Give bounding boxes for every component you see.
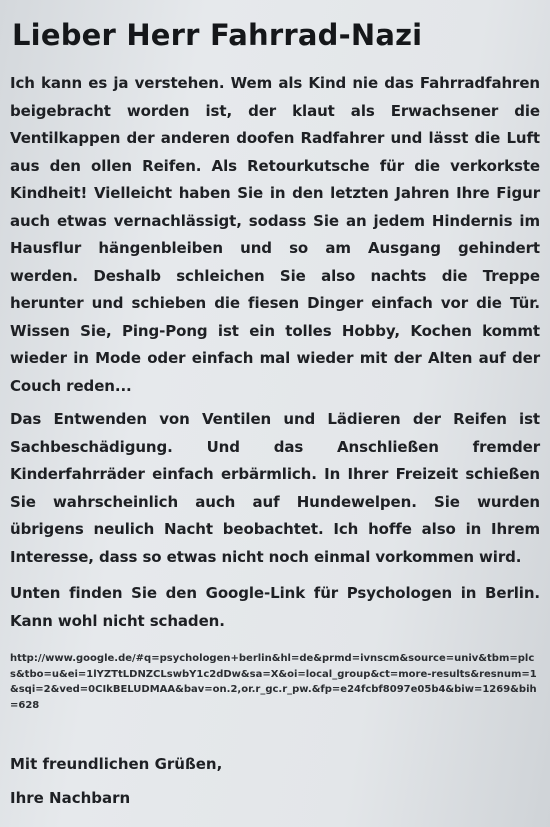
paragraph-complaint: Ich kann es ja verstehen. Wem als Kind nie das Fahrradfahren beigebracht worden ist, der klaut als Erwachsener die Ventilkappen der anderen doofen Radfahrer und lässt die Luft aus den ollen Reifen. Als Retourkutsche für die verkorkste Kindheit! Vielleicht haben Sie in den letzten Jahren Ihre Figur auch etwas vernachlässigt, sodass Sie an jedem Hindernis im Hausflur hängenbleiben und so am Ausgang gehindert werden. Deshalb schleichen Sie also nachts die Treppe herunter und schieben die fiesen Dinger einfach vor die Tür. Wissen Sie, Ping-Pong ist ein tolles Hobby, Kochen kommt wieder in Mode oder einfach mal wieder mit der Alten auf der Couch reden... bbox=[10, 74, 540, 395]
paragraph-warning: Das Entwenden von Ventilen und Lädieren der Reifen ist Sachbeschädigung. Und das Anschließen fremder Kinderfahrräder einfach erbärmlich. In Ihrer Freizeit schießen Sie wahrscheinlich auch auf Hundewelpen. Sie wurden übrigens neulich Nacht beobachtet. Ich hoffe also in Ihrem Interesse, dass so etwas nicht noch einmal vorkommen wird. bbox=[10, 410, 540, 566]
paragraph-psychologist-hint: Unten finden Sie den Google-Link für Psychologen in Berlin. Kann wohl nicht schaden. bbox=[10, 584, 540, 630]
signature: Ihre Nachbarn bbox=[10, 789, 131, 807]
google-link: http://www.google.de/#q=psychologen+berlin&hl=de&prmd=ivnscm&source=univ&tbm=plcs&tbo=u&ei=1lYZTtLDNZCLswbY1c2dDw&sa=X&oi=local_group&ct=more-results&resnum=1&sqi=2&ved=0CIkBELUDMAA&bav=on.2,or.r_gc.r_pw.&fp=e24fcbf8097e05b4&biw=1269&bih=628 bbox=[10, 653, 537, 711]
letter-title: Lieber Herr Fahrrad-Nazi bbox=[12, 18, 423, 52]
closing-greeting: Mit freundlichen Grüßen, bbox=[10, 755, 223, 773]
